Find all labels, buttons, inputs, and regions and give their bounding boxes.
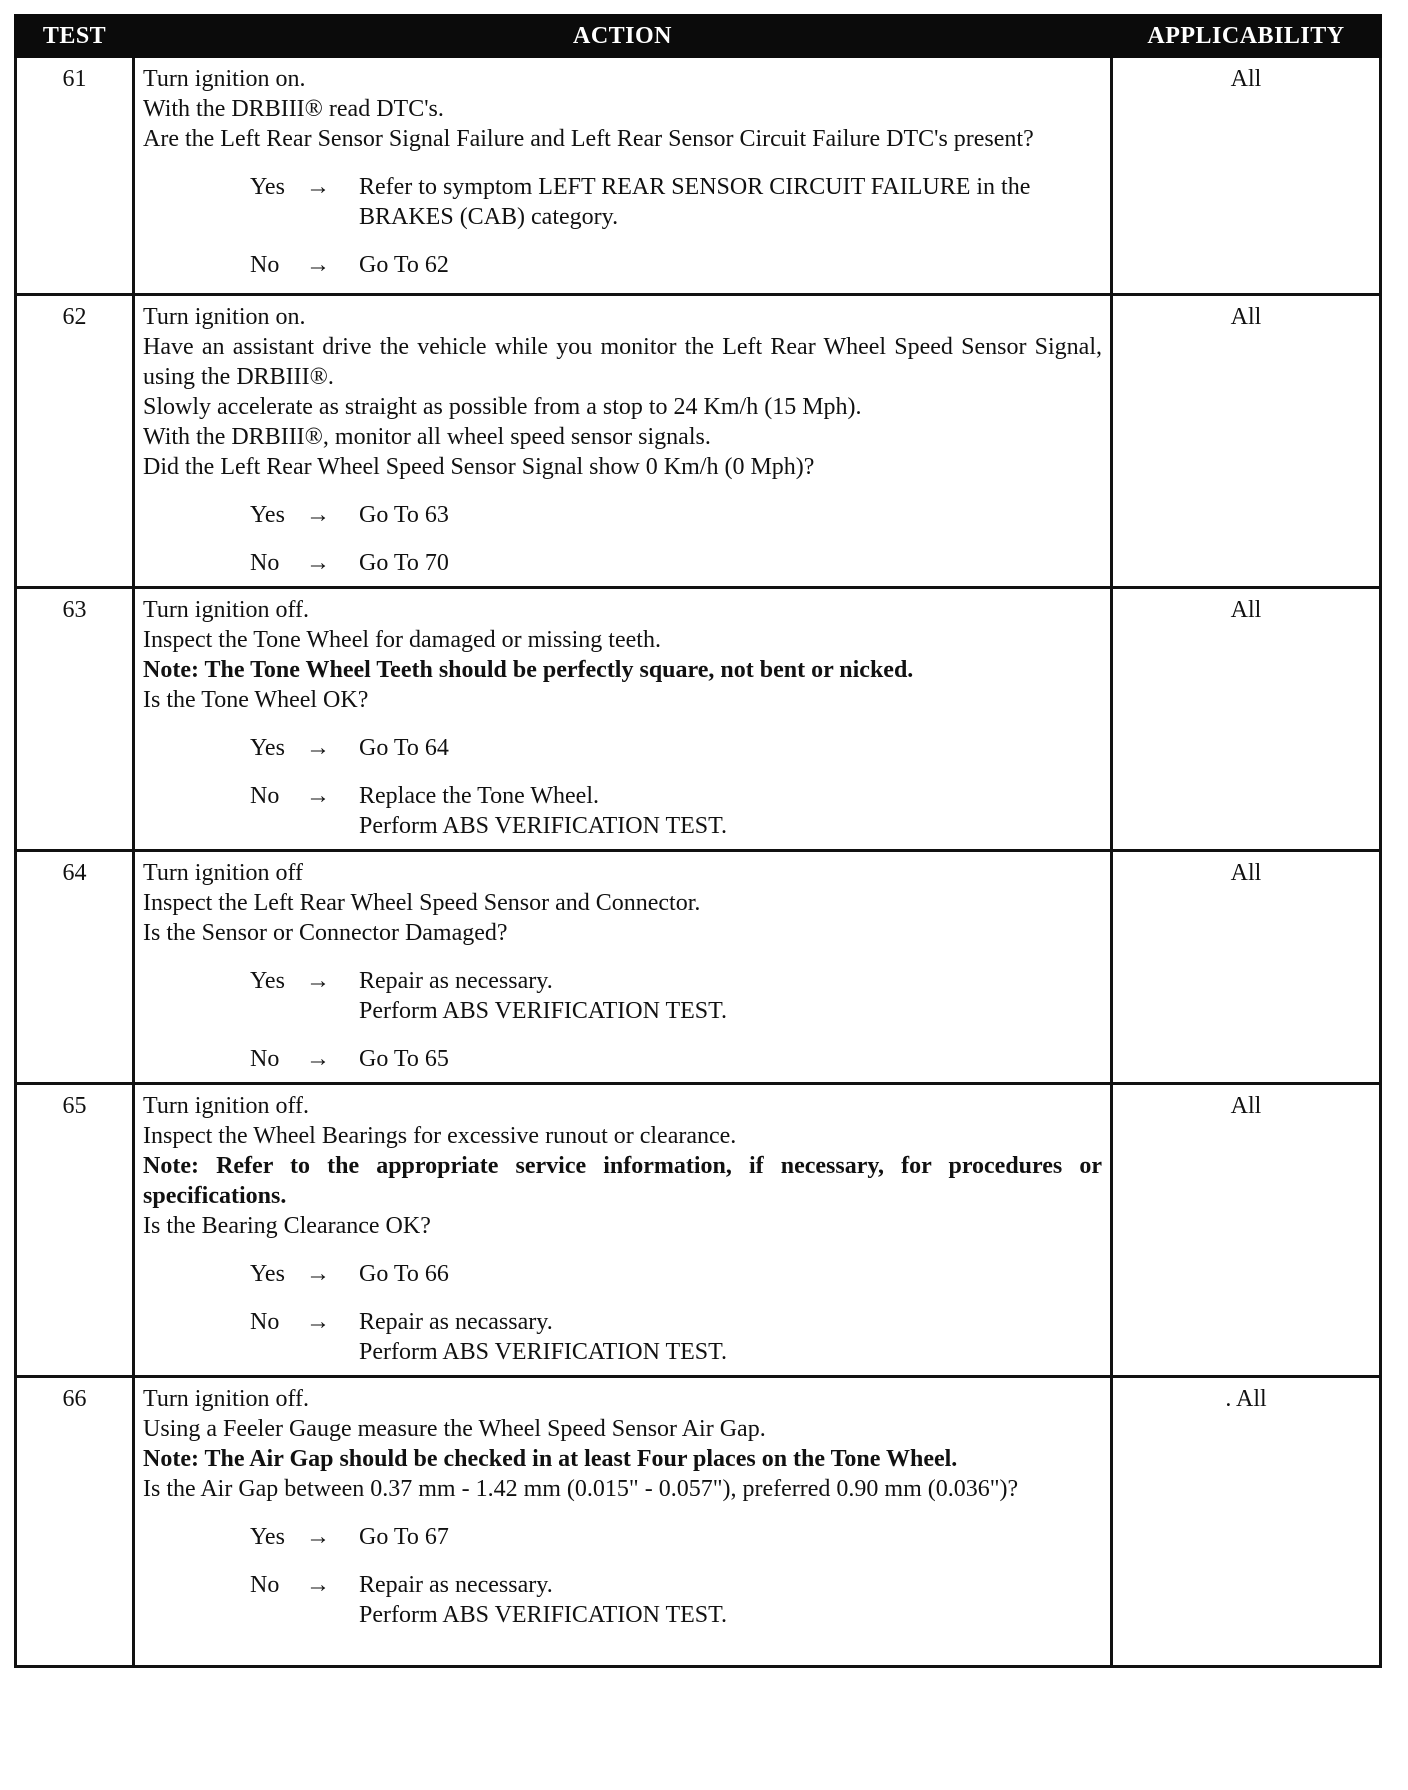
yes-label: Yes	[250, 174, 285, 200]
action-cell	[134, 1084, 1112, 1377]
arrow-icon: →	[306, 783, 330, 809]
applicability-value: All	[1112, 57, 1381, 295]
yes-label: Yes	[250, 735, 285, 761]
no-label: No	[250, 783, 280, 809]
header-action: ACTION	[134, 16, 1112, 57]
yes-result-line: Go To 64	[359, 735, 449, 761]
yes-result	[359, 172, 1102, 232]
arrow-icon: →	[306, 1261, 330, 1287]
arrow-icon: →	[306, 252, 330, 278]
action-line: Turn ignition off.	[143, 1093, 310, 1119]
yes-result	[359, 966, 1102, 1026]
yes-result	[359, 1522, 1102, 1552]
no-outcome	[143, 1044, 1102, 1074]
yes-result-line: Repair as necessary.	[359, 968, 553, 994]
no-label: No	[250, 1572, 280, 1598]
no-label: No	[250, 252, 280, 278]
yes-outcome	[143, 733, 1102, 763]
test-number: 63	[16, 588, 134, 851]
action-line: Slowly accelerate as straight as possible from a stop to 24 Km/h (15 Mph).	[143, 394, 862, 420]
action-note: Note: The Air Gap should be checked in at least Four places on the Tone Wheel.	[143, 1446, 958, 1472]
no-label: No	[250, 1046, 280, 1072]
applicability-value: All	[1112, 851, 1381, 1084]
arrow-icon: →	[306, 735, 330, 761]
yes-result-line: Perform ABS VERIFICATION TEST.	[359, 998, 728, 1024]
no-result-line: Perform ABS VERIFICATION TEST.	[359, 1602, 728, 1628]
yes-result-line: Go To 67	[359, 1524, 449, 1550]
header-applicability: APPLICABILITY	[1112, 16, 1381, 57]
arrow-icon: →	[306, 1046, 330, 1072]
action-line: Did the Left Rear Wheel Speed Sensor Signal show 0 Km/h (0 Mph)?	[143, 454, 815, 480]
arrow-icon: →	[306, 1524, 330, 1550]
no-result	[359, 1044, 1102, 1074]
action-line: Turn ignition on.	[143, 304, 306, 330]
no-result-line: Go To 70	[359, 550, 449, 576]
table-row	[16, 1377, 1381, 1667]
action-line: Inspect the Wheel Bearings for excessive runout or clearance.	[143, 1123, 737, 1149]
table-header-row	[16, 16, 1381, 57]
yes-label: Yes	[250, 1261, 285, 1287]
test-number: 66	[16, 1377, 134, 1667]
table-row	[16, 851, 1381, 1084]
no-result	[359, 781, 1102, 841]
yes-outcome	[143, 172, 1102, 232]
diagnostic-table	[14, 14, 1382, 1668]
action-line: With the DRBIII® read DTC's.	[143, 96, 444, 122]
arrow-icon: →	[306, 174, 330, 200]
no-result	[359, 1570, 1102, 1630]
action-cell	[134, 57, 1112, 295]
applicability-value: . All	[1112, 1377, 1381, 1667]
yes-result	[359, 733, 1102, 763]
no-result-line: Go To 65	[359, 1046, 449, 1072]
action-line: Using a Feeler Gauge measure the Wheel Speed Sensor Air Gap.	[143, 1416, 766, 1442]
no-result	[359, 250, 1102, 280]
yes-outcome	[143, 1259, 1102, 1289]
yes-outcome	[143, 966, 1102, 1026]
action-note: Note: The Tone Wheel Teeth should be perfectly square, not bent or nicked.	[143, 657, 914, 683]
action-line: Is the Bearing Clearance OK?	[143, 1213, 431, 1239]
arrow-icon: →	[306, 550, 330, 576]
arrow-icon: →	[306, 1572, 330, 1598]
yes-label: Yes	[250, 968, 285, 994]
no-label: No	[250, 1309, 280, 1335]
action-line: Have an assistant drive the vehicle while you monitor the Left Rear Wheel Speed Sensor Signal, using the DRBIII®.	[143, 334, 1102, 390]
applicability-value: All	[1112, 295, 1381, 588]
yes-result-line: Refer to symptom LEFT REAR SENSOR CIRCUIT FAILURE in the BRAKES (CAB) category.	[359, 174, 1031, 230]
no-result-line: Go To 62	[359, 252, 449, 278]
no-label: No	[250, 550, 280, 576]
action-line: Is the Tone Wheel OK?	[143, 687, 369, 713]
test-number: 64	[16, 851, 134, 1084]
no-result-line: Replace the Tone Wheel.	[359, 783, 599, 809]
no-result-line: Repair as necessary.	[359, 1572, 553, 1598]
yes-label: Yes	[250, 502, 285, 528]
no-outcome	[143, 1570, 1102, 1630]
no-outcome	[143, 781, 1102, 841]
header-test: TEST	[16, 16, 134, 57]
action-line: Turn ignition on.	[143, 66, 306, 92]
no-result	[359, 548, 1102, 578]
action-cell	[134, 588, 1112, 851]
action-line: Inspect the Tone Wheel for damaged or missing teeth.	[143, 627, 661, 653]
yes-result-line: Go To 63	[359, 502, 449, 528]
yes-outcome	[143, 1522, 1102, 1552]
action-line: Turn ignition off	[143, 860, 304, 886]
action-cell	[134, 1377, 1112, 1667]
applicability-value: All	[1112, 1084, 1381, 1377]
test-number: 62	[16, 295, 134, 588]
applicability-value: All	[1112, 588, 1381, 851]
diagnostic-page	[14, 14, 1379, 1668]
yes-result-line: Go To 66	[359, 1261, 449, 1287]
table-body	[16, 57, 1381, 1667]
table-row	[16, 57, 1381, 295]
action-line: Turn ignition off.	[143, 597, 310, 623]
table-row	[16, 1084, 1381, 1377]
no-result	[359, 1307, 1102, 1367]
action-line: Inspect the Left Rear Wheel Speed Sensor and Connector.	[143, 890, 701, 916]
arrow-icon: →	[306, 968, 330, 994]
arrow-icon: →	[306, 1309, 330, 1335]
yes-outcome	[143, 500, 1102, 530]
action-line: Turn ignition off.	[143, 1386, 310, 1412]
no-result-line: Perform ABS VERIFICATION TEST.	[359, 1339, 728, 1365]
arrow-icon: →	[306, 502, 330, 528]
no-outcome	[143, 250, 1102, 280]
action-cell	[134, 851, 1112, 1084]
no-outcome	[143, 548, 1102, 578]
no-result-line: Repair as necassary.	[359, 1309, 553, 1335]
yes-result	[359, 500, 1102, 530]
yes-result	[359, 1259, 1102, 1289]
action-cell	[134, 295, 1112, 588]
no-result-line: Perform ABS VERIFICATION TEST.	[359, 813, 728, 839]
action-line: Is the Sensor or Connector Damaged?	[143, 920, 508, 946]
test-number: 61	[16, 57, 134, 295]
table-row	[16, 588, 1381, 851]
yes-label: Yes	[250, 1524, 285, 1550]
test-number: 65	[16, 1084, 134, 1377]
no-outcome	[143, 1307, 1102, 1367]
action-line: With the DRBIII®, monitor all wheel speed sensor signals.	[143, 424, 711, 450]
table-row	[16, 295, 1381, 588]
action-line: Are the Left Rear Sensor Signal Failure and Left Rear Sensor Circuit Failure DTC's present?	[143, 126, 1034, 152]
action-line: Is the Air Gap between 0.37 mm - 1.42 mm (0.015" - 0.057"), preferred 0.90 mm (0.036")?	[143, 1476, 1019, 1502]
action-note: Note: Refer to the appropriate service information, if necessary, for procedures or specifications.	[143, 1153, 1102, 1209]
